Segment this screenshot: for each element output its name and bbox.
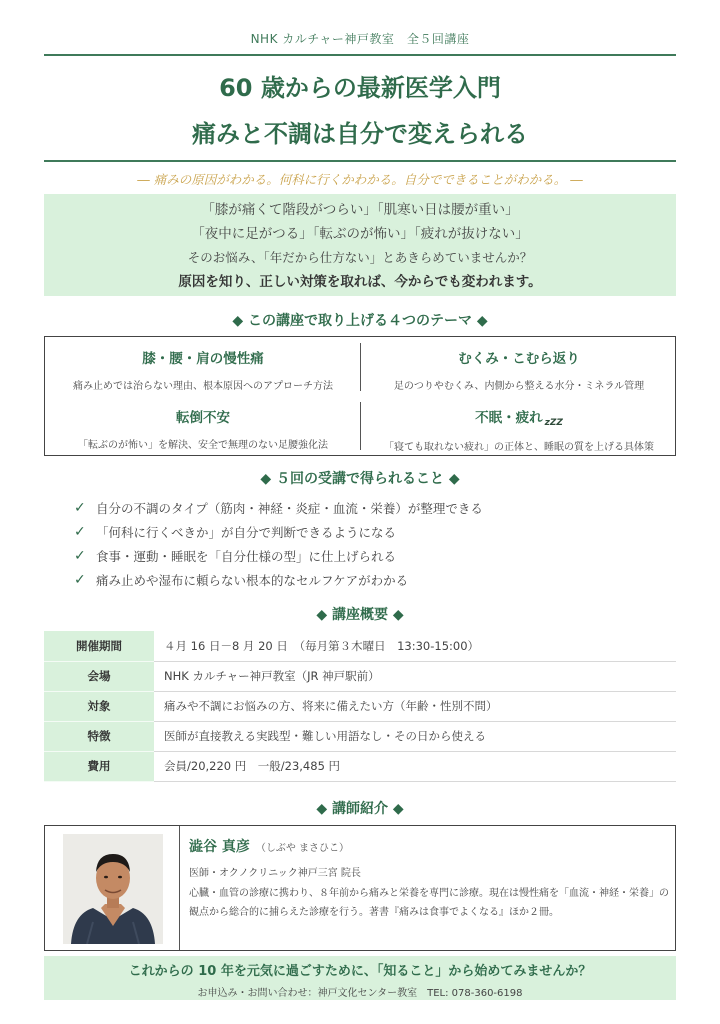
- check-icon: ✓: [74, 572, 86, 588]
- check-icon: ✓: [74, 548, 86, 564]
- overview-value: 会員/20,220 円 一般/23,485 円: [154, 751, 676, 781]
- theme-title: 膝・腰・肩の慢性痛: [142, 351, 264, 367]
- concern-line-2: 「夜中に足がつる」「転ぶのが怖い」「疲れが抜けない」: [191, 226, 529, 242]
- lecturer-photo: [63, 834, 163, 944]
- overview-key: 開催期間: [44, 631, 154, 661]
- tagline: ― 痛みの原因がわかる。何科に行くかわかる。自分でできることがわかる。 ―: [137, 172, 583, 187]
- top-divider: [44, 54, 676, 56]
- table-row: [44, 661, 676, 691]
- theme-desc: 「寝ても取れない疲れ」の正体と、睡眠の質を上げる具体策: [384, 442, 654, 453]
- organizer-label: NHK カルチャー神戸教室 全５回講座: [250, 32, 470, 46]
- theme-card: [45, 396, 361, 455]
- theme-title-with-icon: [361, 406, 677, 428]
- theme-desc: 足のつりやむくみ、内側から整える水分・ミネラル管理: [393, 381, 645, 392]
- footer-message: これからの 10 年を元気に過ごすために、「知ること」から始めてみませんか？: [128, 964, 592, 979]
- lecturer-bio: 心臓・血管の診療に携わり、８年前から痛みと栄養を専門に診療。現在は慢性痛を「血流・神経・栄養」の観点から総合的に捕らえた診療を行う。著書『痛みは食事でよくなる』ほか２冊。: [189, 888, 669, 918]
- theme-desc: 「転ぶのが怖い」を解決、安全で無理のない足腰強化法: [78, 440, 328, 451]
- lecturer-name: 澁谷 真彦: [189, 839, 250, 855]
- list-item: [74, 568, 674, 592]
- concerns-box: [44, 194, 676, 296]
- theme-title: 転倒不安: [176, 410, 230, 426]
- table-row: [44, 631, 676, 661]
- table-row: [44, 751, 676, 781]
- page-title: 60 歳からの最新医学入門: [219, 74, 501, 102]
- theme-title: むくみ・こむら返り: [458, 351, 580, 367]
- overview-key: 会場: [44, 661, 154, 691]
- benefit-text: 食事・運動・睡眠を「自分仕様の型」に仕上げられる: [96, 549, 397, 564]
- themes-grid: [44, 336, 676, 456]
- page-subtitle: 痛みと不調は自分で変えられる: [192, 120, 528, 148]
- theme-card: [361, 337, 677, 396]
- theme-divider: [360, 343, 361, 391]
- list-item: [74, 496, 674, 520]
- lecturer-name-row: [189, 836, 349, 856]
- overview-key: 特徴: [44, 721, 154, 751]
- benefit-text: 痛み止めや湿布に頼らない根本的なセルフケアがわかる: [96, 573, 409, 588]
- title-divider: [44, 160, 676, 162]
- table-row: [44, 691, 676, 721]
- themes-heading: ◆ この講座で取り上げる４つのテーマ ◆: [232, 313, 488, 329]
- theme-title: 不眠・疲れ: [475, 410, 543, 426]
- contact-info: お申込み・お問い合わせ：神戸文化センター教室 TEL: 078-360-6198: [197, 988, 523, 999]
- overview-value: NHK カルチャー神戸教室（JR 神戸駅前）: [154, 661, 676, 691]
- concern-line-1: 「膝が痛くて階段がつらい」「肌寒い日は腰が重い」: [201, 202, 519, 218]
- portrait-illustration: [63, 834, 163, 944]
- sleep-icon: zZZ: [544, 418, 563, 428]
- lecturer-title: 医師・オクノクリニック神戸三宮 院長: [189, 868, 361, 879]
- footer-banner: [44, 956, 676, 1000]
- lecturer-name-kana: （しぶや まさひこ）: [255, 843, 350, 854]
- benefits-list: [74, 496, 674, 592]
- theme-divider: [360, 402, 361, 450]
- lecturer-card: [44, 825, 676, 951]
- overview-value: ４月 16 日－8 月 20 日 （毎月第３木曜日 13:30-15:00）: [154, 631, 676, 661]
- concern-question: そのお悩み、「年だから仕方ない」とあきらめていませんか？: [187, 250, 533, 265]
- benefit-text: 自分の不調のタイプ（筋肉・神経・炎症・血流・栄養）が整理できる: [96, 501, 483, 516]
- benefit-text: 「何科に行くべきか」が自分で判断できるようになる: [96, 525, 397, 540]
- benefits-heading: ◆ ５回の受講で得られること ◆: [260, 471, 460, 487]
- list-item: [74, 520, 674, 544]
- table-row: [44, 721, 676, 751]
- list-item: [74, 544, 674, 568]
- check-icon: ✓: [74, 500, 86, 516]
- theme-desc: 痛み止めでは治らない理由、根本原因へのアプローチ方法: [73, 381, 333, 392]
- lecturer-divider: [179, 826, 180, 950]
- overview-value: 医師が直接教える実践型・難しい用語なし・その日から使える: [154, 721, 676, 751]
- theme-card: [45, 337, 361, 396]
- overview-heading: ◆ 講座概要 ◆: [316, 607, 404, 623]
- overview-table: [44, 631, 676, 782]
- overview-key: 対象: [44, 691, 154, 721]
- theme-card: [361, 396, 677, 455]
- concern-conclusion: 原因を知り、正しい対策を取れば、今からでも変われます。: [178, 274, 542, 290]
- check-icon: ✓: [74, 524, 86, 540]
- overview-value: 痛みや不調にお悩みの方、将来に備えたい方（年齢・性別不問）: [154, 691, 676, 721]
- lecturer-heading: ◆ 講師紹介 ◆: [316, 801, 404, 817]
- overview-key: 費用: [44, 751, 154, 781]
